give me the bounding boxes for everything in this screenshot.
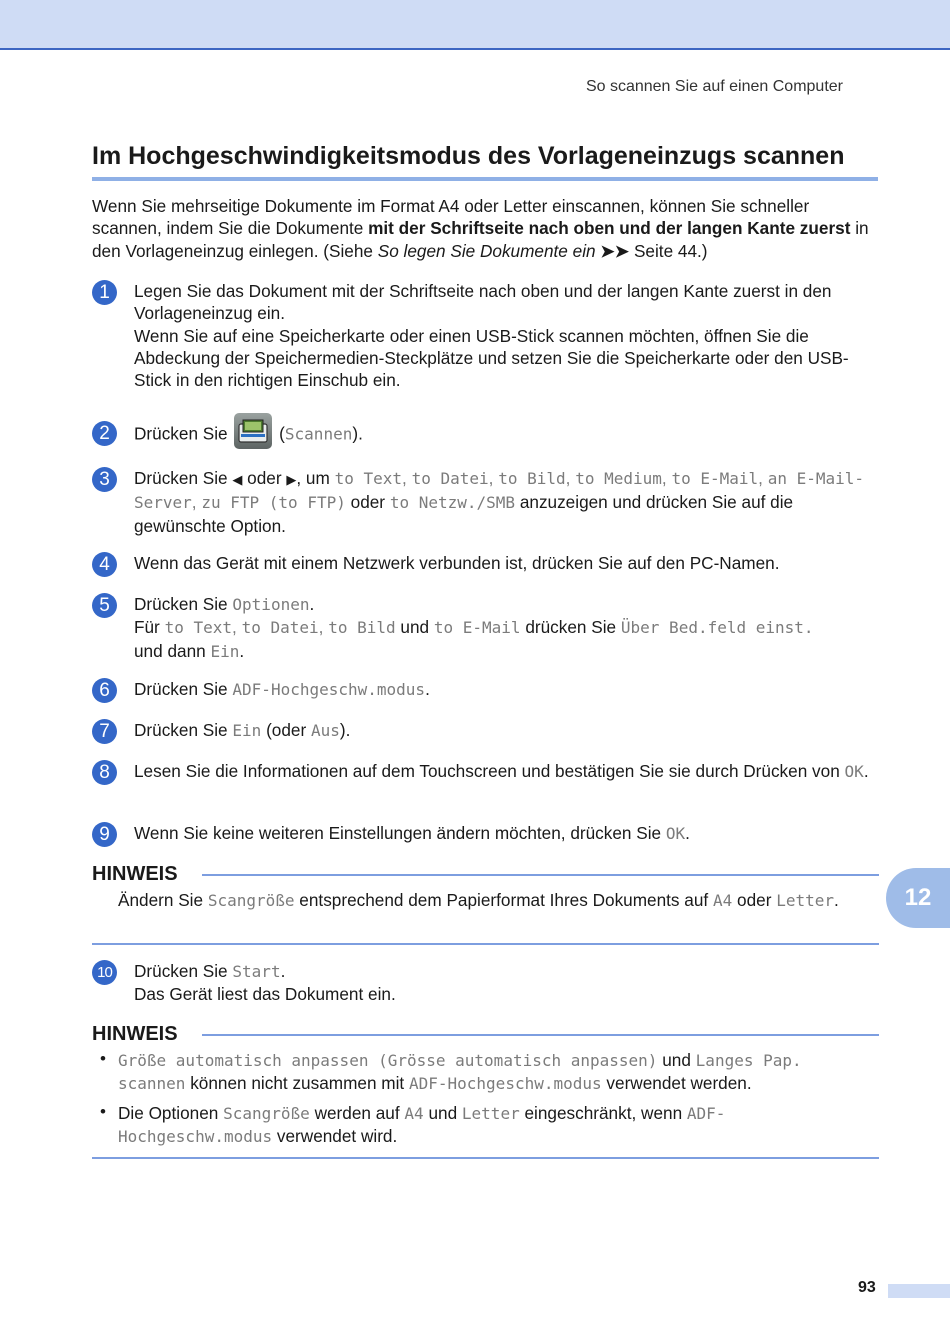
note-rule (202, 874, 879, 876)
note-bullet-1: Größe automatisch anpassen (Grösse automatisch anpassen) und Langes Pap. scannen können nicht zusammen mit ADF-Hochgeschw.modus verwendet werden. (118, 1050, 802, 1094)
step-1 (92, 280, 882, 390)
double-arrow-icon: ➤➤ (600, 240, 630, 261)
step-number: 3 (92, 467, 117, 492)
intro-paragraph: Wenn Sie mehrseitige Dokumente im Format A4 oder Letter einscannen, können Sie schneller scannen, indem Sie die Dokumente mit der Schriftseite nach oben und der langen Kante zuerst in den Vorlageneinzug einlegen. (Siehe So legen Sie Dokumente ein ➤➤ Seite 44.) (92, 196, 869, 261)
step-number: 6 (92, 678, 117, 703)
top-color-band (0, 0, 950, 50)
note-text: Ändern Sie Scangröße entsprechend dem Papierformat Ihres Dokuments auf A4 oder Letter. (118, 890, 839, 910)
note-heading: HINWEIS (92, 1023, 178, 1045)
step-number: 5 (92, 593, 117, 618)
step-text: Wenn Sie auf eine Speicherkarte oder einen USB-Stick scannen möchten, öffnen Sie die Abdeckung der Speichermedien-Steckplätze und setzen Sie die Speicherkarte oder den USB-Stick in den richtigen Einschub ein. (134, 325, 849, 391)
right-arrow-icon: ▶ (286, 472, 297, 487)
step-number: 10 (92, 960, 117, 985)
bullet-icon: • (100, 1102, 106, 1121)
step-number: 8 (92, 760, 117, 785)
left-arrow-icon: ◀ (232, 472, 243, 487)
step-6: 6 Drücken Sie ADF-Hochgeschw.modus. (92, 678, 882, 703)
step-10: 10 Drücken Sie Start. Das Gerät liest das Dokument ein. (92, 960, 882, 1008)
note-bullet-2: Die Optionen Scangröße werden auf A4 und Letter eingeschränkt, wenn ADF-Hochgeschw.modus verwendet wird. (118, 1103, 726, 1147)
step-number: 4 (92, 552, 117, 577)
page-number: 93 (858, 1279, 876, 1296)
step-number: 1 (92, 280, 117, 305)
note-rule (202, 1034, 879, 1036)
step-text: Legen Sie das Dokument mit der Schriftseite nach oben und der langen Kante zuerst in den Vorlageneinzug ein. (134, 281, 832, 324)
step-5: 5 Drücken Sie Optionen. Für to Text, to Datei, to Bild und to E-Mail drücken Sie Über Bed.feld einst. und dann Ein. (92, 593, 882, 663)
step-number: 9 (92, 822, 117, 847)
step-7: 7 Drücken Sie Ein (oder Aus). (92, 719, 882, 744)
note-bottom-rule (92, 943, 879, 945)
step-text: Wenn das Gerät mit einem Netzwerk verbunden ist, drücken Sie auf den PC-Namen. (134, 553, 780, 573)
note-heading: HINWEIS (92, 863, 178, 885)
chapter-tab: 12 (886, 868, 950, 928)
step-3: 3 Drücken Sie ◀ oder ▶, um to Text, to Datei, to Bild, to Medium, to E-Mail, an E-Mail-Server, zu FTP (to FTP) oder to Netzw./SMB anzuzeigen und drücken Sie auf die gewünschte Option. (92, 467, 882, 537)
step-8: 8 Lesen Sie die Informationen auf dem Touchscreen und bestätigen Sie sie durch Drücken von OK. (92, 760, 882, 808)
note-bottom-rule (92, 1157, 879, 1159)
step-4 (92, 552, 882, 577)
step-number: 2 (92, 421, 117, 446)
step-9: 9 Wenn Sie keine weiteren Einstellungen ändern möchten, drücken Sie OK. (92, 822, 882, 847)
step-2: 2 Drücken Sie (Scannen). (92, 421, 882, 455)
running-header: So scannen Sie auf einen Computer (585, 78, 843, 95)
section-title: Im Hochgeschwindigkeitsmodus des Vorlageneinzugs scannen (92, 142, 878, 181)
footer-bar (888, 1284, 950, 1298)
bullet-icon: • (100, 1049, 106, 1068)
scanner-icon (234, 413, 272, 449)
step-number: 7 (92, 719, 117, 744)
